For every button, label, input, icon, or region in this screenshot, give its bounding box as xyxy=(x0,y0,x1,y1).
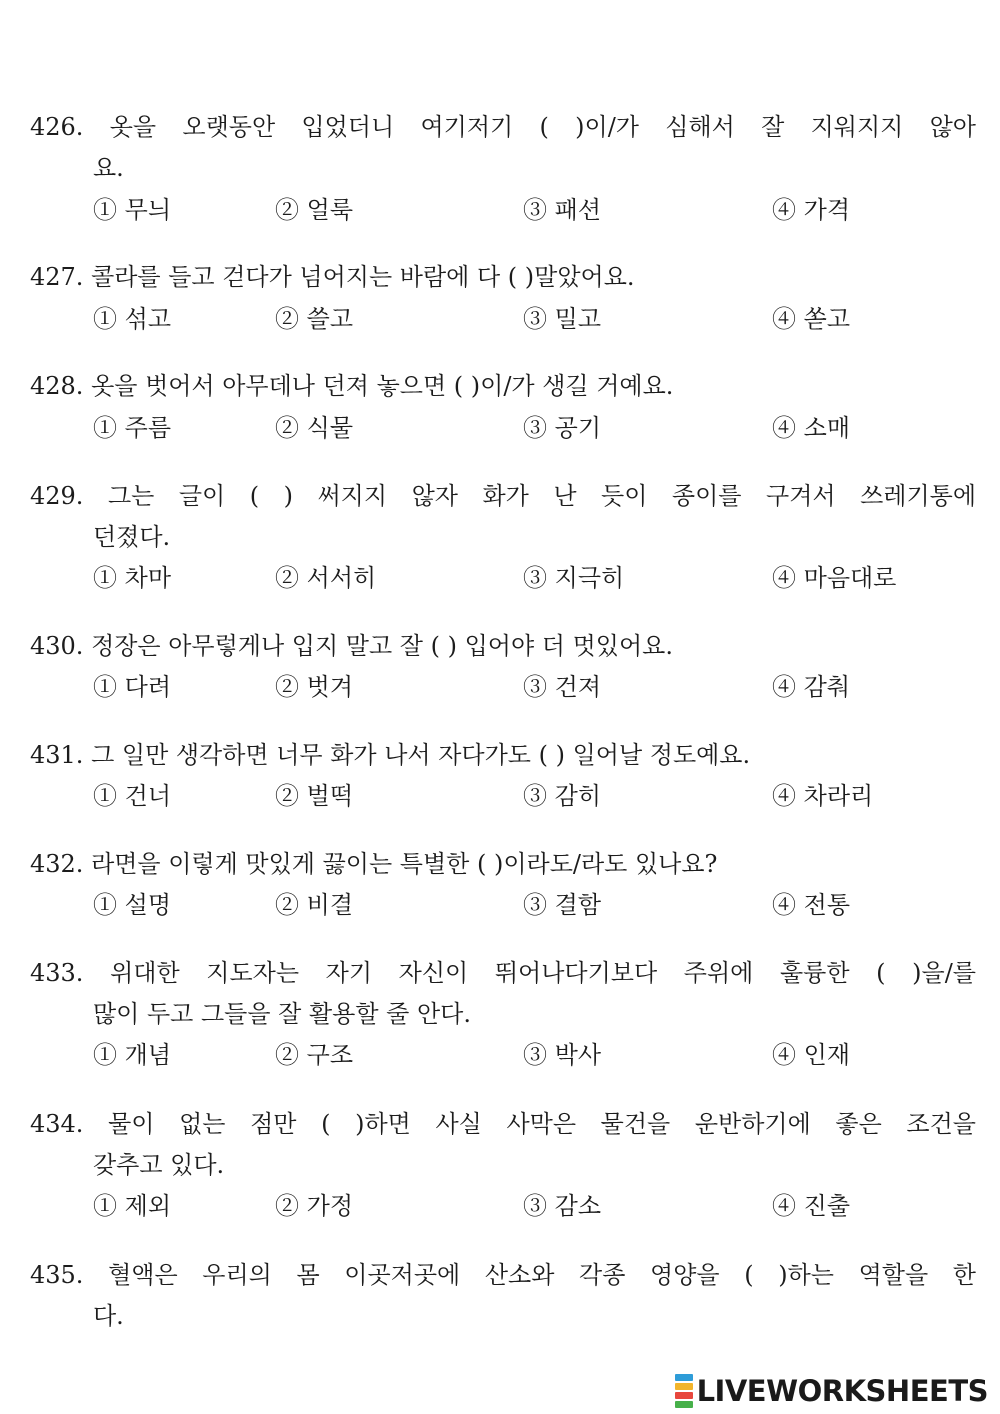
option-2[interactable]: ② 가정 xyxy=(275,1192,353,1220)
question-stem: 432. 라면을 이렇게 맛있게 끓이는 특별한 ( )이라도/라도 있나요? xyxy=(30,850,718,878)
question-stem: 430. 정장은 아무렇게나 입지 말고 잘 ( ) 입어야 더 멋있어요. xyxy=(30,632,673,660)
question-stem-continued: 요. xyxy=(93,154,124,182)
option-4[interactable]: ④ 감춰 xyxy=(772,673,850,701)
option-3[interactable]: ③ 공기 xyxy=(523,414,601,442)
option-4[interactable]: ④ 차라리 xyxy=(772,782,874,810)
question-stem-continued: 던졌다. xyxy=(93,523,171,551)
option-4[interactable]: ④ 마음대로 xyxy=(772,564,897,592)
option-2[interactable]: ② 서서히 xyxy=(275,564,377,592)
question-stem-continued: 다. xyxy=(93,1302,124,1330)
option-2[interactable]: ② 쓸고 xyxy=(275,305,353,333)
question-stem: 435. 혈액은 우리의 몸 이곳저곳에 산소와 각종 영양을 ( )하는 역할을 한 xyxy=(30,1261,976,1289)
option-2[interactable]: ② 벗겨 xyxy=(275,673,353,701)
option-2[interactable]: ② 구조 xyxy=(275,1041,353,1069)
liveworksheets-logo-icon xyxy=(675,1374,693,1408)
option-1[interactable]: ① 설명 xyxy=(93,891,171,919)
option-2[interactable]: ② 비결 xyxy=(275,891,353,919)
option-1[interactable]: ① 개념 xyxy=(93,1041,171,1069)
option-1[interactable]: ① 무늬 xyxy=(93,196,171,224)
option-2[interactable]: ② 식물 xyxy=(275,414,353,442)
question-stem: 431. 그 일만 생각하면 너무 화가 나서 자다가도 ( ) 일어날 정도예요. xyxy=(30,741,751,769)
option-3[interactable]: ③ 패션 xyxy=(523,196,601,224)
option-3[interactable]: ③ 결함 xyxy=(523,891,601,919)
option-1[interactable]: ① 제외 xyxy=(93,1192,171,1220)
option-3[interactable]: ③ 감소 xyxy=(523,1192,601,1220)
option-4[interactable]: ④ 진출 xyxy=(772,1192,850,1220)
question-stem: 427. 콜라를 들고 걷다가 넘어지는 바람에 다 ( )말았어요. xyxy=(30,263,635,291)
question-stem: 433. 위대한 지도자는 자기 자신이 뛰어나다기보다 주위에 훌륭한 ( )을/를 xyxy=(30,959,976,987)
question-stem-continued: 많이 두고 그들을 잘 활용할 줄 안다. xyxy=(93,1000,471,1028)
option-2[interactable]: ② 벌떡 xyxy=(275,782,353,810)
option-3[interactable]: ③ 감히 xyxy=(523,782,601,810)
option-1[interactable]: ① 섞고 xyxy=(93,305,171,333)
question-stem: 434. 물이 없는 점만 ( )하면 사실 사막은 물건을 운반하기에 좋은 조건을 xyxy=(30,1110,976,1138)
question-stem: 426. 옷을 오랫동안 입었더니 여기저기 ( )이/가 심해서 잘 지워지지 않아 xyxy=(30,113,976,141)
option-4[interactable]: ④ 전통 xyxy=(772,891,850,919)
option-4[interactable]: ④ 가격 xyxy=(772,196,850,224)
option-4[interactable]: ④ 소매 xyxy=(772,414,850,442)
question-stem: 429. 그는 글이 ( ) 써지지 않자 화가 난 듯이 종이를 구겨서 쓰레기통에 xyxy=(30,482,976,510)
option-3[interactable]: ③ 박사 xyxy=(523,1041,601,1069)
option-1[interactable]: ① 차마 xyxy=(93,564,171,592)
option-3[interactable]: ③ 건져 xyxy=(523,673,601,701)
option-3[interactable]: ③ 밀고 xyxy=(523,305,601,333)
option-4[interactable]: ④ 쏟고 xyxy=(772,305,850,333)
option-3[interactable]: ③ 지극히 xyxy=(523,564,625,592)
question-stem-continued: 갖추고 있다. xyxy=(93,1151,225,1179)
question-stem: 428. 옷을 벗어서 아무데나 던져 놓으면 ( )이/가 생길 거예요. xyxy=(30,372,674,400)
option-2[interactable]: ② 얼룩 xyxy=(275,196,353,224)
option-1[interactable]: ① 주름 xyxy=(93,414,171,442)
brand-name: LIVEWORKSHEETS xyxy=(696,1374,988,1408)
liveworksheets-brand[interactable] xyxy=(675,1373,988,1409)
option-1[interactable]: ① 다려 xyxy=(93,673,171,701)
option-1[interactable]: ① 건너 xyxy=(93,782,171,810)
option-4[interactable]: ④ 인재 xyxy=(772,1041,850,1069)
